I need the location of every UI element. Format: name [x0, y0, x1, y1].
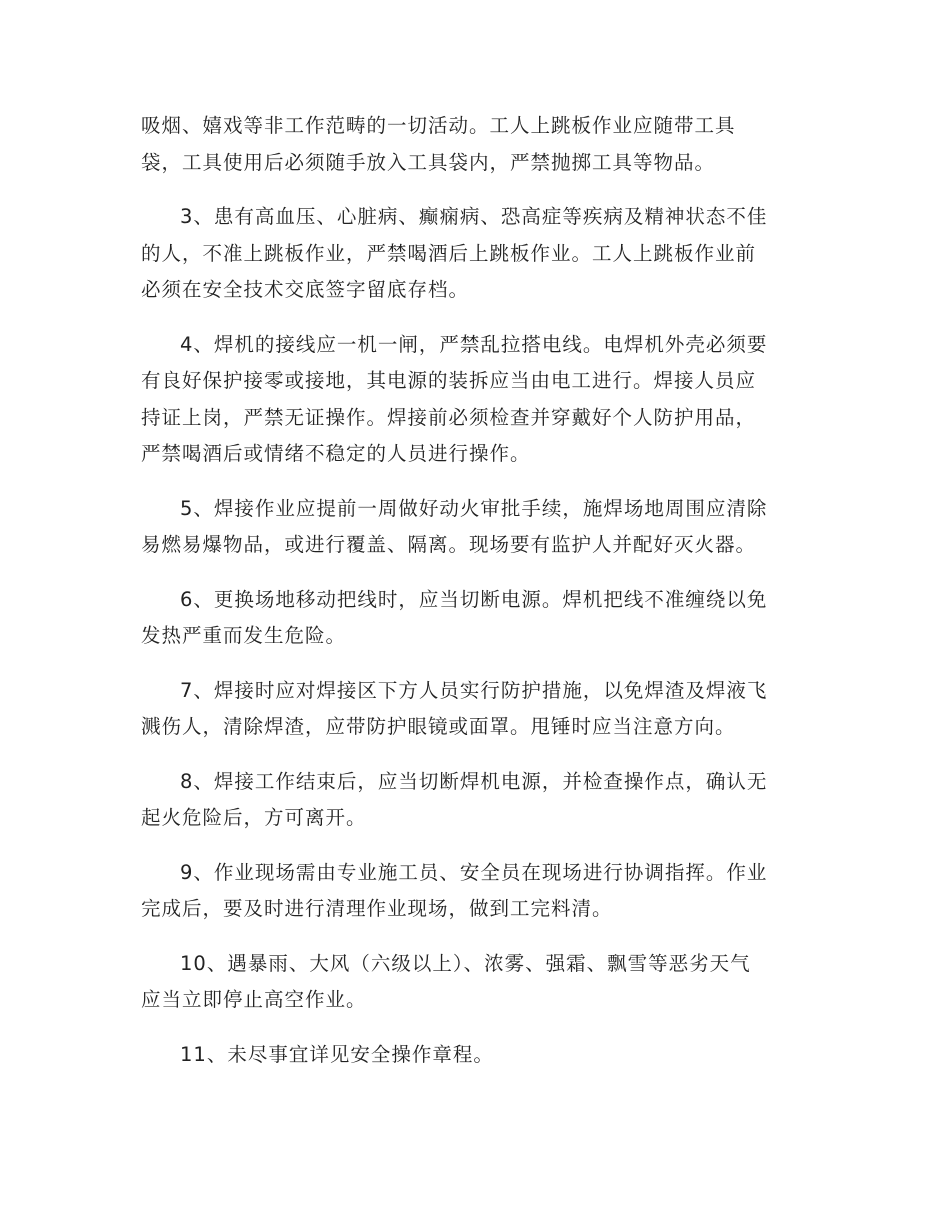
text-line: 的人，不准上跳板作业，严禁喝酒后上跳板作业。工人上跳板作业前: [141, 241, 757, 265]
text-line: 3、患有高血压、心脏病、癫痫病、恐高症等疾病及精神状态不佳: [180, 205, 768, 228]
text-line: 袋，工具使用后必须随手放入工具袋内，严禁抛掷工具等物品。: [141, 150, 716, 174]
text-line: 发热严重而发生危险。: [141, 624, 347, 647]
paragraph-item-6: [141, 582, 811, 655]
paragraph-item-3: [141, 199, 811, 309]
text-line: 应当立即停止高空作业。: [141, 988, 367, 1011]
paragraph-item-11: [141, 1037, 811, 1074]
text-line: 完成后，要及时进行清理作业现场，做到工完料清。: [141, 897, 613, 920]
text-line: 4、焊机的接线应一机一闸，严禁乱拉搭电线。电焊机外壳必须要: [180, 332, 768, 356]
paragraph-continuation: [141, 108, 811, 181]
paragraph-item-5: [141, 491, 811, 564]
paragraph-item-9: [141, 855, 811, 928]
text-line: 持证上岗，严禁无证操作。焊接前必须检查并穿戴好个人防护用品，: [141, 405, 757, 429]
text-line: 11、未尽事宜详见安全操作章程。: [180, 1042, 494, 1066]
text-line: 起火危险后，方可离开。: [141, 806, 367, 829]
paragraph-item-8: [141, 764, 811, 837]
text-line: 5、焊接作业应提前一周做好动火审批手续，施焊场地周围应清除: [180, 496, 768, 520]
paragraph-item-7: [141, 673, 811, 746]
document-body: [141, 108, 811, 1073]
text-line: 7、焊接时应对焊接区下方人员实行防护措施，以免焊渣及焊液飞: [180, 678, 768, 702]
text-line: 10、遇暴雨、大风（六级以上）、浓雾、强霜、飘雪等恶劣天气: [180, 951, 751, 975]
text-line: 吸烟、嬉戏等非工作范畴的一切活动。工人上跳板作业应随带工具: [141, 114, 736, 137]
text-line: 9、作业现场需由专业施工员、安全员在现场进行协调指挥。作业: [180, 860, 768, 884]
paragraph-item-10: [141, 946, 811, 1019]
text-line: 8、焊接工作结束后，应当切断焊机电源，并检查操作点，确认无: [180, 769, 768, 793]
text-line: 有良好保护接零或接地，其电源的装拆应当由电工进行。焊接人员应: [141, 369, 757, 392]
text-line: 必须在安全技术交底签字留底存档。: [141, 278, 470, 301]
text-line: 6、更换场地移动把线时，应当切断电源。焊机把线不准缠绕以免: [180, 587, 768, 611]
paragraph-item-4: [141, 327, 811, 473]
text-line: 易燃易爆物品，或进行覆盖、隔离。现场要有监护人并配好灭火器。: [141, 533, 757, 556]
text-line: 溅伤人，清除焊渣，应带防护眼镜或面罩。甩锤时应当注意方向。: [141, 715, 736, 738]
text-line: 严禁喝酒后或情绪不稳定的人员进行操作。: [141, 442, 531, 465]
